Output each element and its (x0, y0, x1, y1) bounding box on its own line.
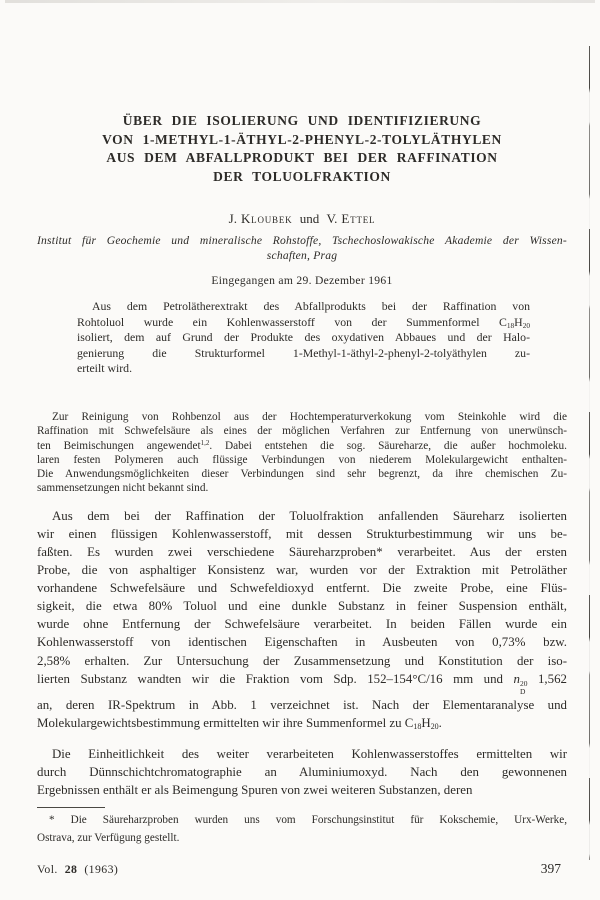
text-line: lierten Substanz wandten wir die Fraktion vom Sdp. 152–154°C/16 mm und n 20 D 1,562 (37, 671, 567, 696)
text-line: DER TOLUOLFRAKTION (213, 168, 391, 184)
volume-info (37, 862, 125, 877)
text-line: * Die Säureharzproben wurden uns vom Forschungsinstitut für Kokschemie, Urx-Werke, (49, 814, 567, 827)
text-line: Institut für Geochemie und mineralische Rohstoffe, Tschechoslowakische Akademie der Wissen- (37, 234, 567, 247)
page-number: 397 (540, 861, 561, 877)
text-line: genierung die Strukturformel 1-Methyl-1-äthyl-2-phenyl-2-tolyäthylen zu- (77, 345, 530, 360)
text-line: faßten. Es wurden zwei verschiedene Säureharzproben* verarbeitet. Aus der ersten (37, 544, 567, 559)
text-line: Aus dem bei der Raffination der Toluolfraktion anfallenden Säureharz isolierten (52, 508, 567, 523)
body-paragraph-2 (37, 507, 567, 732)
text-line: Die Einheitlichkeit des weiter verarbeiteten Kohlenwasserstoffes ermittelten wir (52, 746, 567, 761)
text-line: Molekulargewichtsbestimmung ermittelten wir ihre Summenformel zu $C_{18}H_{20}$. (37, 715, 442, 731)
intro-paragraph (37, 410, 567, 496)
text-line: durch Dünnschichtchromatographie an Aluminiumoxyd. Nach den gewonnenen (37, 764, 567, 779)
received-date: Eingegangen am 29. Dezember 1961 (211, 274, 393, 287)
author-initial: V. (326, 211, 338, 226)
text-line: vorhandene Schwefelsäure und Schwefeldioxyd entfernt. Die zweite Probe, eine Flüs- (37, 581, 567, 596)
article-title (37, 112, 567, 186)
authors-conjunction: und (299, 211, 320, 226)
text-line: schaften, Prag (266, 249, 338, 262)
abstract (77, 299, 530, 377)
text-line: an, deren IR-Spektrum in Abb. 1 verzeichnet ist. Nach der Elementaranalyse und (37, 697, 567, 712)
text-line: wir einen flüssigen Kohlenwasserstoff, mit dessen Strukturbestimmung wir uns be- (37, 526, 567, 541)
affiliation (37, 233, 567, 263)
text-line: Ergebnissen enthält er als Beimengung Spuren von zwei weiteren Substanzen, deren (37, 783, 473, 798)
text-line: Die Anwendungsmöglichkeiten dieser Verbindungen sind sehr begrenzt, da ihre chemischen Zu- (37, 468, 567, 481)
author-surname: Ettel (341, 211, 376, 226)
text-line: erteilt wird. (77, 361, 133, 376)
text-line: ten Beimischungen angewendet$^{1,2}$. Dabei entstehen die sog. Säureharze, die außer hochmoleku. (37, 438, 567, 452)
author-surname: Kloubek (240, 211, 293, 226)
body-paragraph-3 (37, 745, 567, 799)
text-line: VON 1-METHYL-1-ÄTHYL-2-PHENYL-2-TOLYLÄTHYLEN (102, 131, 502, 147)
authors-line (37, 211, 567, 227)
text-line: 2,58% erhalten. Zur Untersuchung der Zusammensetzung und Konstitution der iso- (37, 653, 567, 668)
scan-artifact-right-edge (589, 46, 591, 860)
text-line: Raffination mit Schwefelsäure als eines der möglichen Verfahren zur Entfernung von unerwünsch- (37, 425, 567, 438)
page-footer (37, 861, 567, 877)
volume-year: (1963) (84, 862, 119, 877)
footnote-separator-rule (37, 807, 105, 808)
text-line: sigkeit, die etwa 80% Toluol und eine dunkle Substanz in feiner Suspension enthält, (37, 599, 567, 614)
volume-number: 28 (64, 862, 78, 877)
text-line: isoliert, dem auf Grund der Produkte des oxydativen Abbaues und der Halo- (77, 330, 530, 345)
text-line: Kohlenwasserstoff von identischen Eigenschaften in Ausbeuten von 0,73% bzw. (37, 635, 567, 650)
text-line: AUS DEM ABFALLPRODUKT BEI DER RAFFINATION (106, 150, 498, 165)
text-line: Probe, die von asphaltiger Konsistenz war, wurden vor der Extraktion mit Petroläther (37, 563, 567, 578)
text-line: wurde ohne Entfernung der Schwefelsäure verarbeitet. In beiden Fällen wurde ein (37, 617, 567, 632)
volume-label: Vol. (37, 862, 58, 877)
text-line: ÜBER DIE ISOLIERUNG UND IDENTIFIZIERUNG (122, 113, 482, 128)
footnote (37, 812, 567, 847)
scan-artifact-top-edge (5, 0, 595, 3)
text-line: Aus dem Petrolätherextrakt des Abfallprodukts bei der Raffination von (92, 299, 530, 313)
author-initial: J. (228, 211, 237, 226)
text-line: Ostrava, zur Verfügung gestellt. (37, 831, 180, 844)
text-line: Rohtoluol wurde ein Kohlenwasserstoff von der Summenformel $C_{18}H_{20}$ (77, 314, 530, 330)
text-line: laren festen Polymeren auch flüssige Verbindungen von niederem Molekulargewicht enthalten- (37, 453, 567, 466)
text-line: sammensetzungen nicht bekannt sind. (37, 482, 209, 495)
text-line: Zur Reinigung von Rohbenzol aus der Hochtemperaturverkokung vom Steinkohle wird die (52, 410, 567, 423)
